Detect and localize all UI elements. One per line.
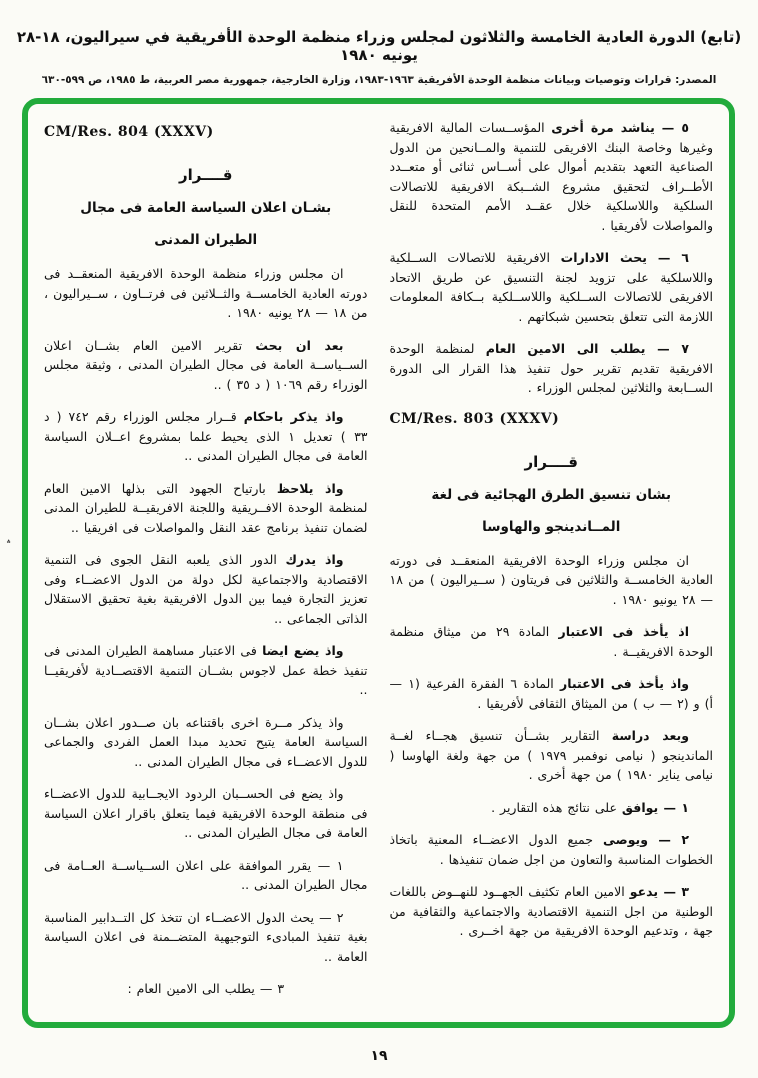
paragraph: ٥ — يناشد مرة أخرى المؤســسات المالية الافريقية وغيرها وخاصة البنك الافريقى للتنمية والمــانحين من الدول الصناعية التعهد بتقديم أموال على أســاس ثنائى أو متعــدد الأطــراف لتحقيق مشروع الشــبكة الافريقية للاتصالات السلكية واللاسلكية خلال عقــد الأمم المتحدة للنقل والمواصلات لأفريقيا .	[389, 120, 713, 233]
green-border-frame	[22, 98, 735, 1028]
paragraph-lead: بعد ان بحث	[255, 337, 344, 353]
column-right	[390, 118, 714, 1012]
paragraph: ٧ — يطلب الى الامين العام لمنظمة الوحدة الافريقية تقديم تقرير حول تنفيذ هذا القرار الى الدورة الســابعة والثلاثين لمجلس الوزراء .	[389, 341, 713, 395]
paragraph: ان مجلس وزراء الوحدة الافريقية المنعقــد فى دورته العادية الخامســة والثلاثين فى فريتاون ( ســيراليون ) من ١٨ — ٢٨ يونيو ١٩٨٠ .	[389, 552, 713, 607]
paragraph: اذ يأخذ فى الاعتبار المادة ٢٩ من ميثاق منظمة الوحدة الافريقيــة .	[389, 624, 713, 659]
resolution-title: قــــرار	[524, 452, 578, 471]
paragraph: ٦ — يحث الادارات الافريقية للاتصالات الســلكية واللاسلكية على تزويد لجنة التنسيق عن طريق الاتحاد الافريقى للاتصالات الســلكية واللاســلكية بــكافة المعلومات اللازمة التى تتعلق بتحسين شبكاتهم .	[389, 250, 713, 324]
paragraph-lead: وبعد دراسة	[611, 728, 689, 743]
resolution-subtitle: الطيران المدنى	[154, 232, 258, 248]
paragraph-lead: واذ يأخذ فى الاعتبار	[560, 676, 690, 691]
paragraph-lead: واذ يذكر باحكام	[243, 409, 344, 424]
paragraph: بعد ان بحث تقرير الامين العام بشــان اعلان الســياســة العامة فى مجال الطيران المدنى ، وثيقة مجلس الوزراء رقم ١٠٦٩ ( د ٣٥ ) ..	[44, 337, 368, 392]
resolution-subtitle: بشـان اعلان السياسة العامة فى مجال	[80, 200, 332, 216]
paragraph: واذ يلاحظ بارتياح الجهود التى بذلها الامين العام لمنظمة الوحدة الافــريقية واللجنة الافريقيــة للطيران المدنى لضمان تنفيذ برنامج عقد النقل والمواصلات فى افريقيا ..	[44, 480, 368, 535]
resolution-subtitle: المــاندينجو والهاوسا	[482, 518, 621, 535]
paragraph-lead: ٦ — يحث الادارات	[560, 250, 690, 265]
column-left	[44, 118, 368, 1012]
resolution-title: قــــرار	[179, 166, 233, 184]
resolution-subtitle: بشان تنسيق الطرق الهجائية فى لغة	[431, 486, 672, 503]
resolution-code: CM/Res. 803 (XXXV)	[389, 410, 560, 427]
paragraph: ان مجلس وزراء منظمة الوحدة الافريقية المنعقــد فى دورته العادية الخامســة والثــلاثين فى فرتــاون ، ســيراليون ، من ١٨ — ٢٨ يونيه ١٩٨٠ .	[44, 266, 368, 320]
paragraph: واذ يضع ايضا فى الاعتبار مساهمة الطيران المدنى فى تنفيذ خطة عمل لاجوس بشــان التنمية الاقتصــادية لأفريقيــا ..	[44, 643, 368, 697]
paragraph: واذ يذكر باحكام قــرار مجلس الوزراء رقم ٧٤٢ ( د ٣٣ ) تعديل ١ الذى يحيط علما بمشروع اعــلان السياسة العامة فى مجال الطيران المدنى ..	[44, 409, 368, 463]
paragraph-lead: واذ يلاحظ	[276, 480, 344, 496]
paragraph: ١ — يوافق على نتائج هذه التقارير .	[491, 799, 689, 815]
paragraph: ٣ — يطلب الى الامين العام :	[127, 981, 285, 996]
header-source-line: المصدر: قرارات وتوصيات وبيانات منظمة الوحدة الأفريقية ١٩٦٣-١٩٨٣، وزارة الخارجية، جمهورية مصر العربية، ط ١٩٨٥، ص ٥٩٩-٦٣٠	[41, 74, 717, 86]
paragraph: واذ يدرك الدور الذى يلعبه النقل الجوى فى التنمية الاقتصادية والاجتماعية لكل دولة من الدول الاعضــاء وفى تعزيز التجارة فيما بين الدول الافريقية بغية تحقيق الاستقلال الذاتى الجماعى ..	[44, 552, 368, 626]
page-header	[0, 28, 758, 86]
stray-ink-mark: ؞	[6, 540, 12, 550]
paragraph-lead: ٥ — يناشد مرة أخرى	[551, 120, 689, 135]
paragraph-lead: ١ — يوافق	[621, 799, 689, 815]
paragraph-lead: ٣ — يدعو	[629, 884, 690, 899]
page-number: ١٩	[370, 1048, 388, 1064]
paragraph: ٣ — يدعو الامين العام تكثيف الجهــود للنهــوض باللغات الوطنية من اجل التنمية الاقتصادية والاجتماعية والثقافية من جهة ، وتدعيم الوحدة الافريقية من جهة اخــرى .	[389, 884, 713, 938]
paragraph: ٢ — ويوصى جميع الدول الاعضــاء المعنية باتخاذ الخطوات المناسبة والتعاون من اجل ضمان تنفيذها .	[389, 832, 713, 867]
resolution-code: CM/Res. 804 (XXXV)	[44, 124, 214, 140]
paragraph: واذ يذكر مــرة اخرى باقتناعه بان صــدور اعلان بشــان السياسة العامة يتيح تحديد مبدا العمل الفردى والجماعى للدول الاعضــاء فى مجال الطيران المدنى ..	[44, 714, 368, 769]
paragraph-lead: ٢ — ويوصى	[602, 832, 689, 847]
paragraph-lead: واذ يدرك	[285, 552, 344, 567]
paragraph: ٢ — يحث الدول الاعضــاء ان تتخذ كل التــدابير المناسبة بغية تنفيذ المبادىء التوجيهية المتضــمنة فى اعلان السياسة العامة ..	[44, 909, 368, 964]
paragraph: وبعد دراسة التقارير بشــأن تنسيق هجــاء لغــة الماندينجو ( نيامى نوفمبر ١٩٧٩ ) من جهة ولغة الهاوسا ( نيامى يناير ١٩٨٠ ) من جهة أخرى .	[389, 728, 714, 782]
paragraph-lead: واذ يضع ايضا	[262, 643, 344, 658]
paragraph-lead: اذ يأخذ فى الاعتبار	[558, 624, 689, 639]
document-body	[28, 104, 729, 1022]
paragraph: واذ يأخذ فى الاعتبار المادة ٦ الفقرة الفرعية (١ — أ) و (٢ — ب ) من الميثاق الثقافى لأفريقيا .	[389, 676, 713, 711]
paragraph-lead: ٧ — يطلب الى الامين العام	[485, 341, 689, 356]
paragraph: واذ يضع فى الحســبان الردود الايجــابية للدول الاعضــاء فى منطقة الوحدة الافريقية فيما يتعلق باقرار اعلان السياسة العامة فى مجال الطيران المدنى ..	[44, 786, 368, 840]
header-session-title: (تابع) الدورة العادية الخامسة والثلاثون لمجلس وزراء منظمة الوحدة الأفريقية في سيراليون، ١٨-٢٨ يونيه ١٩٨٠	[16, 28, 742, 64]
paragraph: ١ — يقرر الموافقة على اعلان الســياســة العــامة فى مجال الطيران المدنى ..	[44, 857, 368, 892]
